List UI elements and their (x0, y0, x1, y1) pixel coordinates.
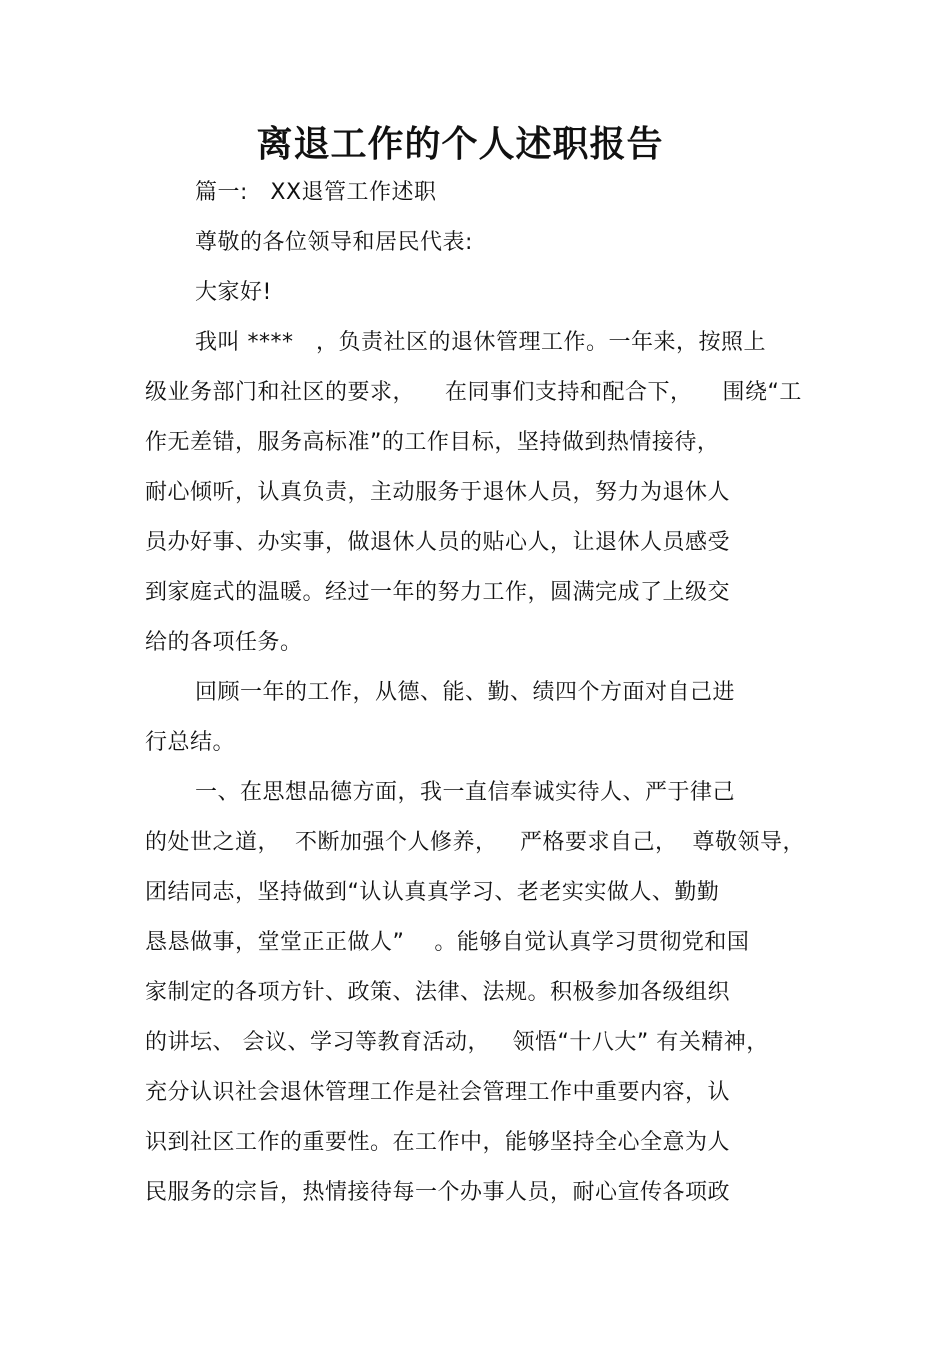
body-line: 作无差错，服务高标准”的工作目标，坚持做到热情接待， (145, 430, 720, 455)
body-line: 充分认识社会退休管理工作是社会管理工作中重要内容，认 (145, 1080, 731, 1105)
section-heading: 篇一: XX退管工作述职 (195, 180, 437, 205)
document-title: 离退工作的个人述职报告 (256, 123, 664, 165)
body-line: 一、在思想品德方面，我一直信奉诚实待人、严于律己 (195, 780, 736, 805)
body-line: 的处世之道， 不断加强个人修养， 严格要求自己， 尊敬领导， (145, 830, 805, 855)
body-line: 给的各项任务。 (145, 630, 303, 655)
body-line: 员办好事、办实事，做退休人员的贴心人，让退休人员感受 (145, 530, 731, 555)
body-line: 回顾一年的工作，从德、能、勤、绩四个方面对自己进 (195, 680, 736, 705)
body-line: 行总结。 (145, 730, 236, 755)
body-line: 恳恳做事，堂堂正正做人” 。能够自觉认真学习贯彻党和国 (145, 930, 750, 955)
body-line: 团结同志，坚持做到“认认真真学习、老老实实做人、勤勤 (145, 880, 720, 905)
body-line: 的讲坛、 会议、学习等教育活动， 领悟“十八大” 有关精神， (145, 1030, 769, 1055)
body-line: 我叫 **** ，负责社区的退休管理工作。一年来，按照上 (195, 330, 766, 355)
body-line: 民服务的宗旨，热情接待每一个办事人员，耐心宣传各项政 (145, 1180, 731, 1205)
body-line: 家制定的各项方针、政策、法律、法规。积极参加各级组织 (145, 980, 731, 1005)
salutation-line: 尊敬的各位领导和居民代表: (195, 230, 473, 255)
body-line: 耐心倾听，认真负责，主动服务于退休人员，努力为退休人 (145, 480, 731, 505)
greeting-line: 大家好! (195, 280, 272, 305)
body-line: 级业务部门和社区的要求， 在同事们支持和配合下， 围绕“工 (145, 380, 802, 405)
body-line: 识到社区工作的重要性。在工作中，能够坚持全心全意为人 (145, 1130, 731, 1155)
body-line: 到家庭式的温暖。经过一年的努力工作，圆满完成了上级交 (145, 580, 731, 605)
